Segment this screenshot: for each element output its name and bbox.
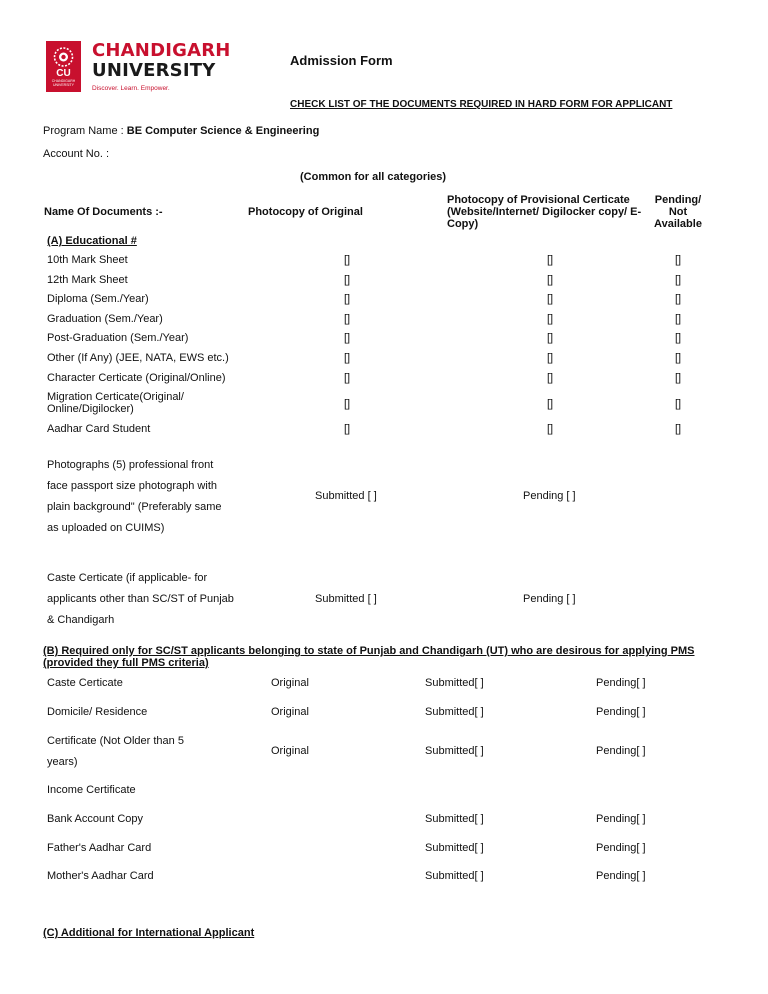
- doc-name: Domicile/ Residence: [47, 706, 148, 718]
- original-label: Original: [271, 677, 309, 689]
- submitted-checkbox[interactable]: Submitted[ ]: [425, 813, 484, 825]
- photo-line: as uploaded on CUIMS): [47, 522, 165, 534]
- checklist-heading: CHECK LIST OF THE DOCUMENTS REQUIRED IN HARD FORM FOR APPLICANT: [290, 99, 673, 110]
- original-checkbox[interactable]: []: [343, 274, 351, 286]
- caste-line: Caste Certicate (if applicable- for: [47, 572, 208, 584]
- logo-initials: CU: [56, 68, 71, 79]
- doc-name: Post-Graduation (Sem./Year): [47, 332, 189, 344]
- submitted-checkbox[interactable]: Submitted[ ]: [425, 706, 484, 718]
- original-checkbox[interactable]: []: [343, 332, 351, 344]
- doc-name-line: years): [47, 756, 78, 768]
- caste-line: applicants other than SC/ST of Punjab: [47, 593, 234, 605]
- col-header-original: Photocopy of Original: [248, 206, 363, 218]
- provisional-checkbox[interactable]: []: [546, 352, 554, 364]
- caste-line: & Chandigarh: [47, 614, 115, 626]
- doc-name: Mother's Aadhar Card: [47, 870, 154, 882]
- doc-name: Bank Account Copy: [47, 813, 144, 825]
- submitted-checkbox[interactable]: Submitted[ ]: [425, 677, 484, 689]
- pending-checkbox[interactable]: Pending[ ]: [596, 813, 646, 825]
- photo-pending-checkbox[interactable]: Pending [ ]: [523, 490, 576, 502]
- submitted-checkbox[interactable]: Submitted[ ]: [425, 870, 484, 882]
- section-a-title: (A) Educational #: [47, 235, 137, 247]
- provisional-checkbox[interactable]: []: [546, 372, 554, 384]
- pending-checkbox[interactable]: []: [674, 423, 682, 435]
- original-checkbox[interactable]: []: [343, 398, 351, 410]
- doc-name-line: Certificate (Not Older than 5: [47, 735, 184, 747]
- original-label: Original: [271, 745, 309, 757]
- pending-checkbox[interactable]: []: [674, 398, 682, 410]
- pending-checkbox[interactable]: []: [674, 352, 682, 364]
- program-name: [43, 125, 319, 137]
- logo-seal: [46, 41, 81, 92]
- original-checkbox[interactable]: []: [343, 254, 351, 266]
- col-header-pending: Pending/ Not Available: [654, 194, 702, 230]
- photo-submitted-checkbox[interactable]: Submitted [ ]: [315, 490, 377, 502]
- original-checkbox[interactable]: []: [343, 313, 351, 325]
- pending-checkbox[interactable]: []: [674, 274, 682, 286]
- original-label: Original: [271, 706, 309, 718]
- provisional-checkbox[interactable]: []: [546, 398, 554, 410]
- common-categories: (Common for all categories): [300, 171, 447, 183]
- logo-seal-text: CHANDIGARH UNIVERSITY: [51, 79, 76, 87]
- pending-checkbox[interactable]: Pending[ ]: [596, 706, 646, 718]
- photo-line: face passport size photograph with: [47, 480, 217, 492]
- pending-checkbox[interactable]: []: [674, 332, 682, 344]
- submitted-checkbox[interactable]: Submitted[ ]: [425, 842, 484, 854]
- caste-pending-checkbox[interactable]: Pending [ ]: [523, 593, 576, 605]
- pending-checkbox[interactable]: Pending[ ]: [596, 870, 646, 882]
- provisional-checkbox[interactable]: []: [546, 274, 554, 286]
- section-b-title: (B) Required only for SC/ST applicants belonging to state of Punjab and Chandigarh (UT) who are desirous for applying PMS (provided they full PMS criteria): [43, 645, 695, 669]
- provisional-checkbox[interactable]: []: [546, 423, 554, 435]
- doc-name: Income Certificate: [47, 784, 136, 796]
- original-checkbox[interactable]: []: [343, 293, 351, 305]
- doc-name: 12th Mark Sheet: [47, 274, 128, 286]
- page-title: Admission Form: [290, 53, 393, 68]
- program-value: BE Computer Science & Engineering: [126, 125, 320, 137]
- logo-line2: UNIVERSITY: [92, 60, 216, 81]
- logo-line1: CHANDIGARH: [92, 40, 231, 61]
- section-c-title: (C) Additional for International Applicant: [43, 927, 255, 939]
- pending-checkbox[interactable]: Pending[ ]: [596, 745, 646, 757]
- provisional-checkbox[interactable]: []: [546, 293, 554, 305]
- pending-checkbox[interactable]: []: [674, 372, 682, 384]
- photo-line: plain background" (Preferably same: [47, 501, 222, 513]
- col-header-provisional: Photocopy of Provisional Certicate (Website/Internet/ Digilocker copy/ E-Copy): [447, 194, 642, 230]
- col-header-name: Name Of Documents :-: [44, 206, 163, 218]
- original-checkbox[interactable]: []: [343, 352, 351, 364]
- doc-name: Diploma (Sem./Year): [47, 293, 149, 305]
- pending-checkbox[interactable]: Pending[ ]: [596, 677, 646, 689]
- pending-checkbox[interactable]: []: [674, 293, 682, 305]
- doc-name: Character Certicate (Original/Online): [47, 372, 226, 384]
- doc-name: Aadhar Card Student: [47, 423, 151, 435]
- doc-name: Migration Certicate(Original/ Online/Digilocker): [47, 391, 184, 415]
- provisional-checkbox[interactable]: []: [546, 332, 554, 344]
- doc-name: Father's Aadhar Card: [47, 842, 152, 854]
- provisional-checkbox[interactable]: []: [546, 254, 554, 266]
- provisional-checkbox[interactable]: []: [546, 313, 554, 325]
- program-label: Program Name :: [43, 125, 127, 137]
- original-checkbox[interactable]: []: [343, 423, 351, 435]
- doc-name: Caste Certicate: [47, 677, 123, 689]
- original-checkbox[interactable]: []: [343, 372, 351, 384]
- submitted-checkbox[interactable]: Submitted[ ]: [425, 745, 484, 757]
- doc-name: Other (If Any) (JEE, NATA, EWS etc.): [47, 352, 229, 364]
- photo-line: Photographs (5) professional front: [47, 459, 214, 471]
- pending-checkbox[interactable]: []: [674, 254, 682, 266]
- caste-submitted-checkbox[interactable]: Submitted [ ]: [315, 593, 377, 605]
- pending-checkbox[interactable]: Pending[ ]: [596, 842, 646, 854]
- doc-name: 10th Mark Sheet: [47, 254, 128, 266]
- logo-tagline: Discover. Learn. Empower.: [92, 85, 170, 92]
- doc-name: Graduation (Sem./Year): [47, 313, 163, 325]
- account-label: Account No. :: [43, 148, 110, 160]
- pending-checkbox[interactable]: []: [674, 313, 682, 325]
